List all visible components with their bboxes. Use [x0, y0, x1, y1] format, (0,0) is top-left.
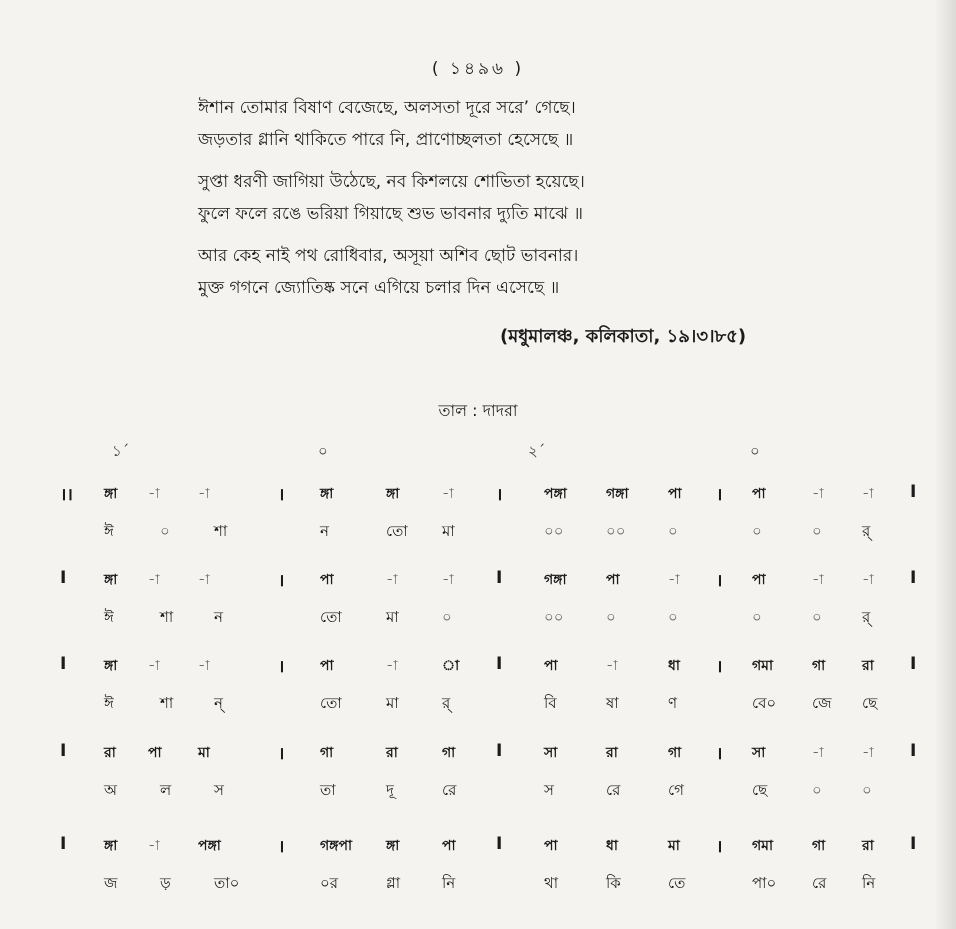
lyric-syllable: তো: [320, 694, 342, 712]
lyric-syllable: ষা: [606, 694, 619, 712]
lyric-syllable: র্: [862, 608, 871, 626]
bar-line: ।: [716, 485, 723, 505]
lyric-syllable: নি: [442, 874, 456, 892]
bar-line: ।: [278, 744, 285, 764]
swara-note: -া: [148, 486, 160, 502]
lyric-syllable: দূ: [386, 781, 394, 799]
lyric-syllable: ০০: [606, 522, 626, 540]
lyric-syllable: ০: [442, 608, 452, 626]
lyric-syllable: নি: [862, 874, 876, 892]
swara-note: -া: [606, 658, 618, 674]
swara-note: রা: [386, 745, 398, 761]
poem-line-4: ফুলে ফলে রঙে ভরিয়া গিয়াছে শুভ ভাবনার দ্যুতি মাঝে ॥: [198, 204, 583, 224]
swara-note: ঙ্গা: [104, 838, 118, 854]
beat-marker-1: ১´: [112, 442, 130, 460]
lyric-syllable: ড়: [160, 874, 171, 892]
lyric-syllable: ০র: [320, 874, 339, 892]
lyric-syllable: জে: [812, 694, 832, 712]
swara-note: গঙ্গা: [606, 486, 629, 502]
bar-line: I: [496, 568, 503, 588]
lyric-syllable: রে: [442, 781, 457, 799]
swara-note: গা: [668, 745, 682, 761]
bar-line: ।: [716, 837, 723, 857]
swara-note: গঙ্গপা: [320, 838, 353, 854]
lyric-syllable: তা০: [214, 874, 240, 892]
lyric-syllable: ল: [160, 781, 172, 799]
lyric-syllable: কি: [606, 874, 621, 892]
lyric-syllable: ঈ: [104, 694, 114, 712]
lyric-syllable: ০: [160, 522, 170, 540]
swara-note: পা: [668, 486, 682, 502]
swara-note: পা: [442, 838, 456, 854]
bar-line: ।: [278, 485, 285, 505]
swara-note: গা: [320, 745, 334, 761]
lyric-syllable: ০০: [544, 608, 564, 626]
bar-line: I: [496, 654, 503, 674]
swara-note: -া: [812, 745, 824, 761]
lyric-syllable: ০: [862, 781, 872, 799]
swara-note: ঙ্গা: [386, 486, 400, 502]
swara-note: পা: [320, 572, 334, 588]
lyric-syllable: তে: [668, 874, 686, 892]
lyric-syllable: ন: [320, 522, 329, 540]
swara-note: পঙ্গা: [198, 838, 221, 854]
bar-line: I: [910, 482, 917, 502]
swara-note: ঙ্গা: [104, 658, 118, 674]
bar-line: ।: [278, 571, 285, 591]
bar-line: I: [60, 568, 67, 588]
lyric-syllable: ০: [812, 608, 822, 626]
swara-row: [0, 741, 956, 771]
bar-line: I: [496, 741, 503, 761]
beat-marker-4: ০: [750, 442, 760, 460]
swara-note: রা: [862, 658, 874, 674]
lyric-syllable: মা: [442, 522, 455, 540]
swara-note: মা: [668, 838, 680, 854]
lyric-syllable: তো: [320, 608, 342, 626]
swara-note: পা: [320, 658, 334, 674]
lyric-row: [0, 692, 956, 722]
beat-marker-3: ২´: [528, 442, 546, 460]
poem-line-6: মুক্ত গগনে জ্যোতিষ্ক সনে এগিয়ে চলার দিন এসেছে ॥: [198, 278, 560, 298]
lyric-row: [0, 520, 956, 550]
swara-row: [0, 654, 956, 684]
lyric-syllable: ০: [812, 781, 822, 799]
swara-note: -া: [148, 838, 160, 854]
lyric-row: [0, 779, 956, 809]
lyric-syllable: ন: [214, 608, 223, 626]
swara-note: ধা: [668, 658, 680, 674]
source-citation: (মধুমালঞ্চ, কলিকাতা, ১৯।৩।৮৫): [500, 326, 747, 347]
swara-note: পা: [148, 745, 162, 761]
lyric-syllable: ০: [668, 608, 678, 626]
bar-line: ।: [278, 837, 285, 857]
swara-note: পা: [752, 486, 766, 502]
swara-note: পা: [544, 658, 558, 674]
swara-note: ঙ্গা: [320, 486, 334, 502]
bar-line: I: [60, 654, 67, 674]
lyric-syllable: তো: [386, 522, 408, 540]
swara-note: পা: [752, 572, 766, 588]
swara-note: -া: [386, 658, 398, 674]
swara-note: সা: [752, 745, 766, 761]
lyric-syllable: তা: [320, 781, 336, 799]
swara-note: া: [442, 658, 460, 674]
lyric-syllable: বে০: [752, 694, 777, 712]
swara-note: রা: [606, 745, 618, 761]
poem-line-5: আর কেহ নাই পথ রোধিবার, অসূয়া অশিব ছোট ভাবনার।: [198, 246, 579, 266]
swara-note: -া: [862, 486, 874, 502]
swara-note: গমা: [752, 838, 774, 854]
lyric-syllable: জ: [104, 874, 118, 892]
swara-note: -া: [386, 572, 398, 588]
swara-note: -া: [198, 658, 210, 674]
lyric-syllable: স: [214, 781, 224, 799]
swara-note: -া: [198, 486, 210, 502]
lyric-syllable: রে: [812, 874, 827, 892]
swara-note: গা: [812, 658, 826, 674]
bar-line: ।: [716, 657, 723, 677]
lyric-syllable: শা: [214, 522, 228, 540]
bar-line: ।: [716, 571, 723, 591]
swara-note: -া: [668, 572, 680, 588]
lyric-syllable: ০: [668, 522, 678, 540]
bar-line: ।: [278, 657, 285, 677]
lyric-syllable: ০: [812, 522, 822, 540]
swara-row: [0, 482, 956, 512]
swara-note: পা: [606, 572, 620, 588]
lyric-syllable: ঈ: [104, 608, 114, 626]
bar-line: I: [910, 568, 917, 588]
taal-heading: তাল : দাদরা: [438, 401, 518, 420]
bar-line: I: [910, 834, 917, 854]
swara-note: গা: [812, 838, 826, 854]
bar-line: I: [496, 834, 503, 854]
bar-line: ।।: [60, 485, 73, 505]
lyric-syllable: ০: [606, 608, 616, 626]
lyric-syllable: গ্লা: [386, 874, 401, 892]
poem-line-2: জড়তার গ্লানি থাকিতে পারে নি, প্রাণোচ্ছলতা হেসেছে ॥: [198, 130, 574, 150]
lyric-syllable: বি: [544, 694, 557, 712]
lyric-syllable: থা: [544, 874, 559, 892]
swara-note: গমা: [752, 658, 774, 674]
swara-note: রা: [104, 745, 116, 761]
swara-note: পঙ্গা: [544, 486, 567, 502]
lyric-syllable: গে: [668, 781, 684, 799]
swara-row: [0, 568, 956, 598]
lyric-syllable: ০: [752, 608, 762, 626]
lyric-row: [0, 872, 956, 902]
swara-note: গা: [442, 745, 456, 761]
swara-note: -া: [148, 658, 160, 674]
swara-note: -া: [442, 486, 454, 502]
poem-line-3: সুপ্তা ধরণী জাগিয়া উঠেছে, নব কিশলয়ে শোভিতা হয়েছে।: [198, 172, 585, 192]
poem-line-1: ঈশান তোমার বিষাণ বেজেছে, অলসতা দূরে সরে’ গেছে।: [198, 98, 576, 118]
swara-note: ধা: [606, 838, 618, 854]
lyric-syllable: রে: [606, 781, 621, 799]
bar-line: I: [60, 834, 67, 854]
lyric-syllable: মা: [386, 694, 399, 712]
lyric-row: [0, 606, 956, 636]
lyric-syllable: ছে: [862, 694, 878, 712]
swara-note: সা: [544, 745, 558, 761]
lyric-syllable: ০: [752, 522, 762, 540]
lyric-syllable: ন্: [214, 694, 223, 712]
lyric-syllable: শা: [160, 608, 174, 626]
swara-row: [0, 834, 956, 864]
lyric-syllable: র্: [862, 522, 871, 540]
bar-line: I: [910, 654, 917, 674]
swara-note: -া: [812, 486, 824, 502]
bar-line: ।: [716, 744, 723, 764]
swara-note: -া: [862, 745, 874, 761]
lyric-syllable: মা: [386, 608, 399, 626]
swara-note: মা: [198, 745, 210, 761]
lyric-syllable: ঈ: [104, 522, 114, 540]
swara-note: পা: [544, 838, 558, 854]
swara-note: ঙ্গা: [104, 572, 118, 588]
lyric-syllable: ণ: [668, 694, 678, 712]
swara-note: ঙ্গা: [386, 838, 400, 854]
swara-note: -া: [148, 572, 160, 588]
lyric-syllable: র্: [442, 694, 451, 712]
lyric-syllable: ০০: [544, 522, 564, 540]
swara-note: -া: [812, 572, 824, 588]
lyric-syllable: স: [544, 781, 554, 799]
lyric-syllable: পা০: [752, 874, 777, 892]
swara-note: রা: [862, 838, 874, 854]
bar-line: I: [910, 741, 917, 761]
swara-note: -া: [442, 572, 454, 588]
lyric-syllable: শা: [160, 694, 174, 712]
lyric-syllable: অ: [104, 781, 117, 799]
poem: [198, 92, 758, 304]
bar-line: ।: [496, 485, 503, 505]
bar-line: I: [60, 741, 67, 761]
lyric-syllable: ছে: [752, 781, 768, 799]
swara-note: গঙ্গা: [544, 572, 567, 588]
beat-marker-2: ০: [318, 442, 328, 460]
swara-note: ঙ্গা: [104, 486, 118, 502]
poem-number: ( ১৪৯৬ ): [431, 59, 525, 79]
swara-note: -া: [862, 572, 874, 588]
swara-note: -া: [198, 572, 210, 588]
